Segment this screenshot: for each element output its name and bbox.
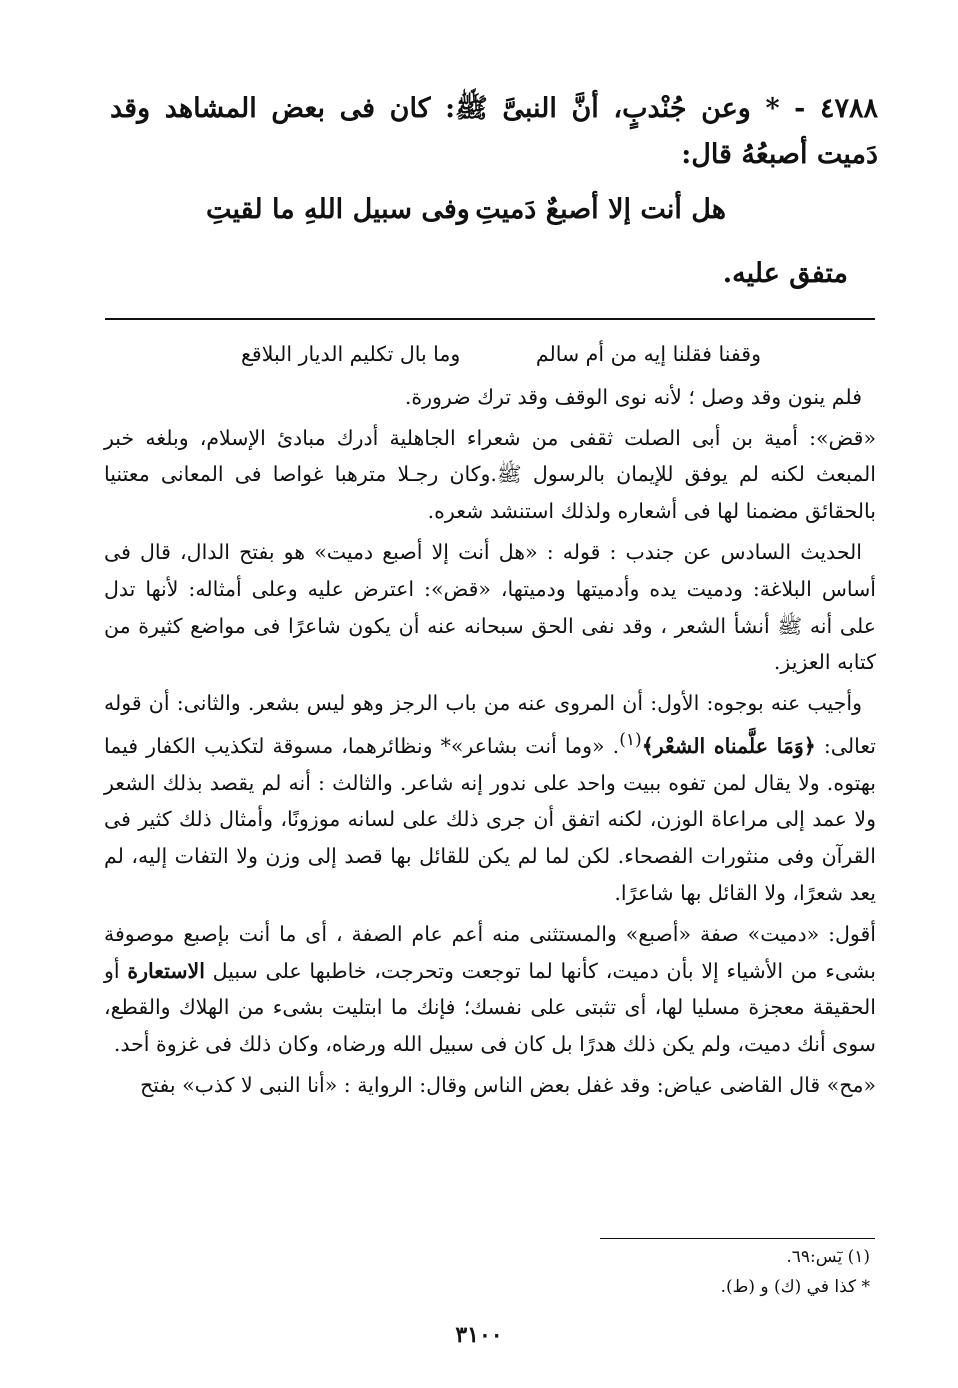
verse-second-hemistich: وفى سبيل اللهِ ما لقيتِ	[206, 194, 470, 225]
commentary-paragraph	[104, 685, 876, 912]
footnote-2: * كذا في (ك) و (ط).	[720, 1277, 870, 1297]
footnote-reference: (١)	[619, 729, 642, 750]
hadith-grading: متفق عليه.	[722, 258, 848, 289]
quran-quote: ﴿وَمَا علَّمناه الشعْر﴾	[641, 733, 816, 758]
commentary-paragraph: «قض»: أمية بن أبى الصلت ثقفى من شعراء الجاهلية أدرك مبادئ الإسلام، وبلغه خبر المبعث لكنه لم يوفق للإيمان بالرسول ﷺ.وكان رجـلا مترهبا غواصا فى المعانى معتنيا بالحقائق مضمنا لها فى أشعاره ولذلك استنشد شعره.	[104, 425, 876, 524]
page-number: ٣١٠٠	[455, 1322, 503, 1348]
hadith-text	[110, 86, 878, 178]
paragraph-text: . «وما أنت بشاعر»* ونظائرهما، مسوقة لتكذيب الكفار فيما بهتوه. ولا يقال لمن تفوه ببيت واحد على ندور إنه شاعر. والثالث : أنه لم يقصد بذلك الشعر ولا عمد إلى مراعاة الوزن، لكنه اتفق أن جرى ذلك على لسانه موزونًا، وأمثال ذلك كثير فى القرآن وفى منثورات الفصحاء. لكن لما لم يكن للقائل بها قصد إلى وزن ولا التفات إليه، لم يعد شعرًا، ولا القائل بها شاعرًا.	[104, 733, 876, 905]
paragraph-text: وأجيب عنه بوجوه: الأول: أن المروى عنه من باب الرجز وهو ليس بشعر. والثانى: أن قوله تعالى:	[104, 691, 876, 758]
commentary-paragraph	[104, 916, 876, 1063]
footnotes	[721, 1242, 870, 1302]
hadith-verse	[206, 194, 726, 225]
verse-first-hemistich: هل أنت إلا أصبعٌ دَميتِ	[475, 194, 726, 225]
commentary	[104, 336, 876, 1108]
paragraph-text: أو الحقيقة معجزة مسليا لها، أى تثبتى على نفسك؛ فإنك ما ابتليت بشىء من الهلاك والقطع، سوى أنك دميت، ولم يكن ذلك هدرًا بل كان فى سبيل الله ورضاه، وكان ذلك فى غزوة أحد.	[104, 958, 876, 1057]
footnote-1: (١) يٓس:٦٩.	[786, 1247, 870, 1267]
bold-term: الاستعارة	[127, 958, 205, 983]
commentary-verse-first: وقفنا فقلنا إيه من أم سالم	[535, 342, 761, 366]
commentary-verse	[241, 336, 761, 373]
commentary-verse-second: وما بال تكليم الديار البلاقع	[241, 342, 461, 366]
paragraph-text: أقول: «دميت» صفة «أصبع» والمستثنى منه أعم عام الصفة ، أى ما أنت بإصبع موصوفة بشىء من الأشياء إلا بأن دميت، كأنها لما توجعت وتحرجت، خاطبها على سبيل	[104, 921, 876, 983]
footnote-divider	[600, 1238, 875, 1239]
commentary-paragraph: فلم ينون وقد وصل ؛ لأنه نوى الوقف وقد ترك ضرورة.	[404, 384, 862, 409]
hadith-body: ٤٧٨٨ - * وعن جُنْدبٍ، أنَّ النبىَّ ﷺ: كان فى بعض المشاهد وقد دَميت أصبعُهُ قال:	[110, 93, 878, 170]
section-divider	[105, 318, 875, 320]
commentary-paragraph: «مح» قال القاضى عياض: وقد غفل بعض الناس وقال: الرواية : «أنا النبى لا كذب» بفتح	[140, 1072, 876, 1097]
commentary-paragraph: الحديث السادس عن جندب : قوله : «هل أنت إلا أصبع دميت» هو بفتح الدال، قال فى أساس البلاغة: ودميت يده وأدميتها ودميتها، «قض»: اعترض عليه وعلى أمثاله: لأنها تدل على أنه ﷺ أنشأ الشعر ، وقد نفى الحق سبحانه عنه أن يكون شاعرًا فى مواضع كثيرة من كتابه العزيز.	[104, 539, 876, 675]
